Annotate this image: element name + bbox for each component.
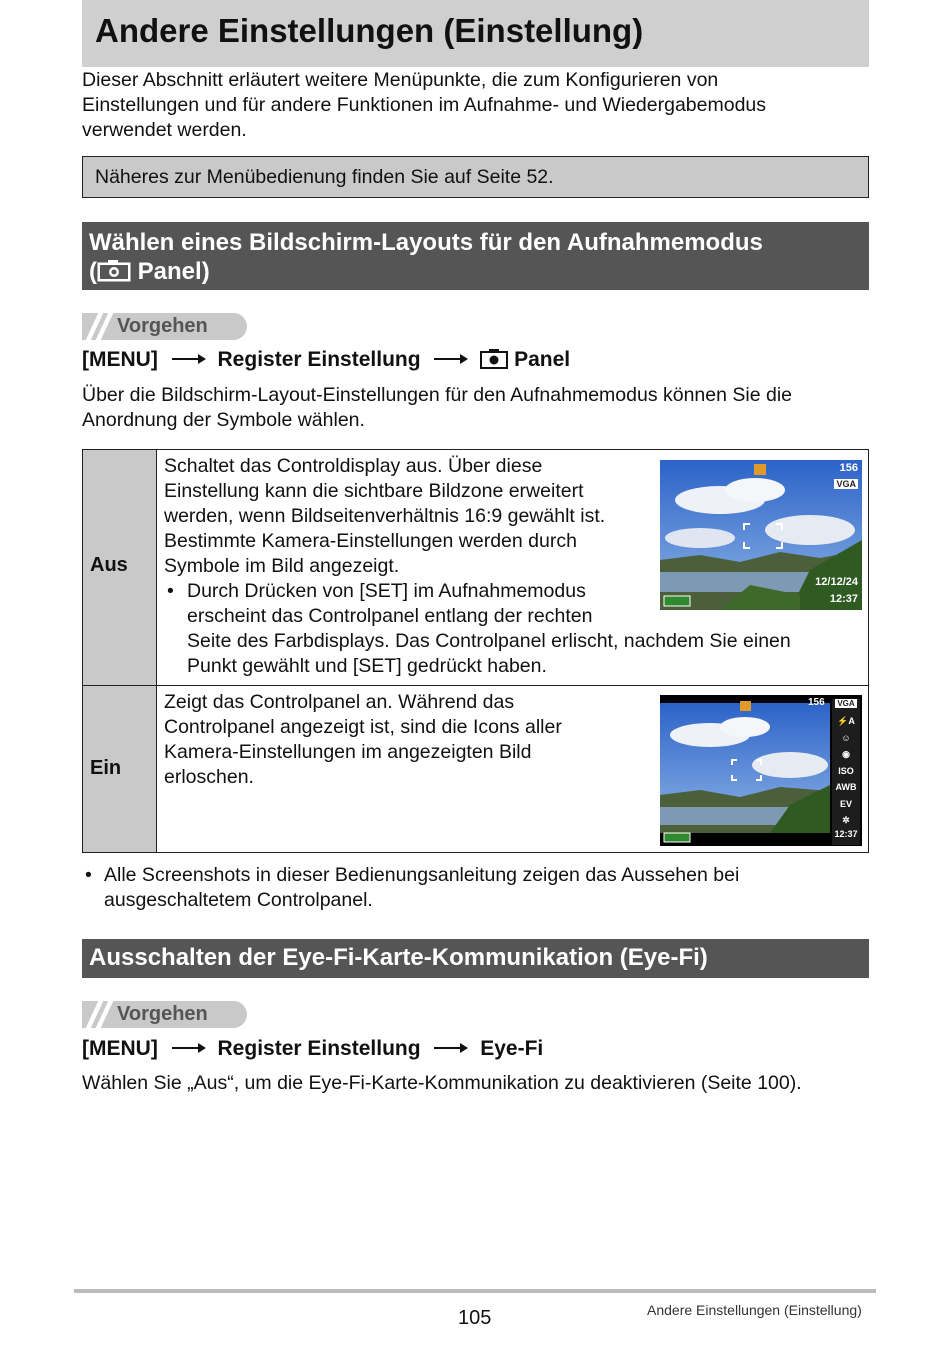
menu-key: [MENU] — [82, 348, 158, 371]
shot-size: VGA — [835, 699, 857, 708]
shot-size: VGA — [836, 479, 856, 489]
footer-divider — [74, 1289, 876, 1293]
arrow-right-icon — [434, 1047, 466, 1049]
row-description — [164, 454, 605, 579]
intro-line: verwendet werden. — [82, 119, 247, 141]
section-heading-line: Wählen eines Bildschirm-Layouts für den Aufnahmemodus — [89, 229, 763, 256]
page-title: Andere Einstellungen (Einstellung) — [95, 12, 644, 49]
row-label: Ein — [90, 757, 122, 779]
screen-preview-off — [660, 460, 862, 610]
intro-paragraph — [82, 68, 869, 143]
section-heading-text: Ausschalten der Eye-Fi-Karte-Kommunikation (Eye-Fi) — [89, 944, 708, 971]
text-line: Schaltet das Controldisplay aus. Über diese — [164, 455, 543, 477]
intro-line: Einstellungen und für andere Funktionen im Aufnahme- und Wiedergabemodus — [82, 94, 767, 116]
footer-title: Andere Einstellungen (Einstellung) — [647, 1302, 862, 1318]
row-description — [164, 690, 562, 790]
section-heading-panel — [82, 222, 869, 290]
arrow-right-icon — [172, 358, 204, 360]
text-line: erscheint das Controlpanel entlang der rechten — [187, 605, 593, 627]
panel-item: ✲ — [842, 815, 850, 825]
panel-item: ⚡A — [837, 716, 855, 726]
panel-item: ISO — [838, 765, 854, 776]
settings-table — [82, 449, 869, 853]
arrow-right-icon — [434, 358, 466, 360]
shot-time: 12:37 — [834, 829, 858, 839]
camera-icon — [480, 349, 508, 375]
bullet-note — [104, 863, 864, 913]
text-line: werden, wenn Bildseitenverhältnis 16:9 gewählt ist. — [164, 505, 606, 527]
description-line: Über die Bildschirm-Layout-Einstellungen für den Aufnahmemodus können Sie die — [82, 384, 792, 406]
bullet-marker: • — [167, 580, 174, 602]
register-label: Register Einstellung — [217, 348, 421, 371]
panel-item: ◉ — [842, 749, 850, 759]
note-box — [82, 156, 869, 198]
text-line: Controlpanel angezeigt ist, sind die Icons aller — [164, 716, 562, 738]
row-label: Aus — [90, 554, 128, 576]
panel-item: EV — [839, 798, 852, 809]
page-title-bar — [82, 0, 869, 67]
control-panel — [832, 713, 860, 829]
menu-path — [82, 1037, 543, 1061]
target-label: Eye-Fi — [480, 1037, 544, 1060]
text-line: Alle Screenshots in dieser Bedienungsanleitung zeigen das Aussehen bei — [104, 864, 740, 886]
note-text: Näheres zur Menübedienung finden Sie auf Seite 52. — [95, 166, 554, 188]
section-heading-panel-label: Panel) — [131, 258, 210, 285]
text-line: Einstellung kann die sichtbare Bildzone erweitert — [164, 480, 584, 502]
section-heading-paren: ( — [89, 258, 97, 285]
procedure-label: Vorgehen — [117, 1003, 208, 1025]
text-line: Kamera-Einstellungen im angezeigten Bild — [164, 741, 532, 763]
procedure-label-tag — [82, 313, 247, 340]
text-line: Symbole im Bild angezeigt. — [164, 555, 400, 577]
shot-count: 156 — [839, 462, 858, 474]
table-row-header — [83, 686, 157, 852]
text-line: Durch Drücken von [SET] im Aufnahmemodus — [187, 580, 586, 602]
panel-item: ☺ — [841, 732, 851, 743]
procedure-label: Vorgehen — [117, 315, 208, 337]
camera-icon — [97, 260, 131, 289]
text-line: ausgeschaltetem Controlpanel. — [104, 889, 373, 911]
page-number: 105 — [458, 1307, 492, 1329]
target-label: Panel — [514, 348, 571, 371]
description-line: Anordnung der Symbole wählen. — [82, 409, 365, 431]
text-line: Zeigt das Controlpanel an. Während das — [164, 691, 515, 713]
bullet-marker: • — [85, 864, 92, 886]
shot-count: 156 — [808, 697, 825, 708]
procedure-label-tag — [82, 1001, 247, 1028]
text-line: Seite des Farbdisplays. Das Controlpanel erlischt, nachdem Sie einen — [187, 630, 791, 652]
screen-preview-on — [660, 695, 862, 846]
section-description — [82, 383, 869, 433]
menu-path — [82, 348, 570, 375]
intro-line: Dieser Abschnitt erläutert weitere Menüpunkte, die zum Konfigurieren von — [82, 69, 719, 91]
register-label: Register Einstellung — [217, 1037, 421, 1060]
table-row-header — [83, 450, 157, 685]
section-heading-eyefi — [82, 939, 869, 978]
text-line: Bestimmte Kamera-Einstellungen werden durch — [164, 530, 577, 552]
text-line: Punkt gewählt und [SET] gedrückt haben. — [187, 655, 547, 677]
panel-item: AWB — [835, 782, 857, 792]
menu-key: [MENU] — [82, 1037, 158, 1060]
section-description: Wählen Sie „Aus“, um die Eye-Fi-Karte-Kommunikation zu deaktivieren (Seite 100). — [82, 1072, 802, 1094]
shot-time: 12:37 — [829, 593, 858, 605]
arrow-right-icon — [172, 1047, 204, 1049]
shot-date: 12/12/24 — [815, 576, 858, 588]
text-line: erloschen. — [164, 766, 254, 788]
